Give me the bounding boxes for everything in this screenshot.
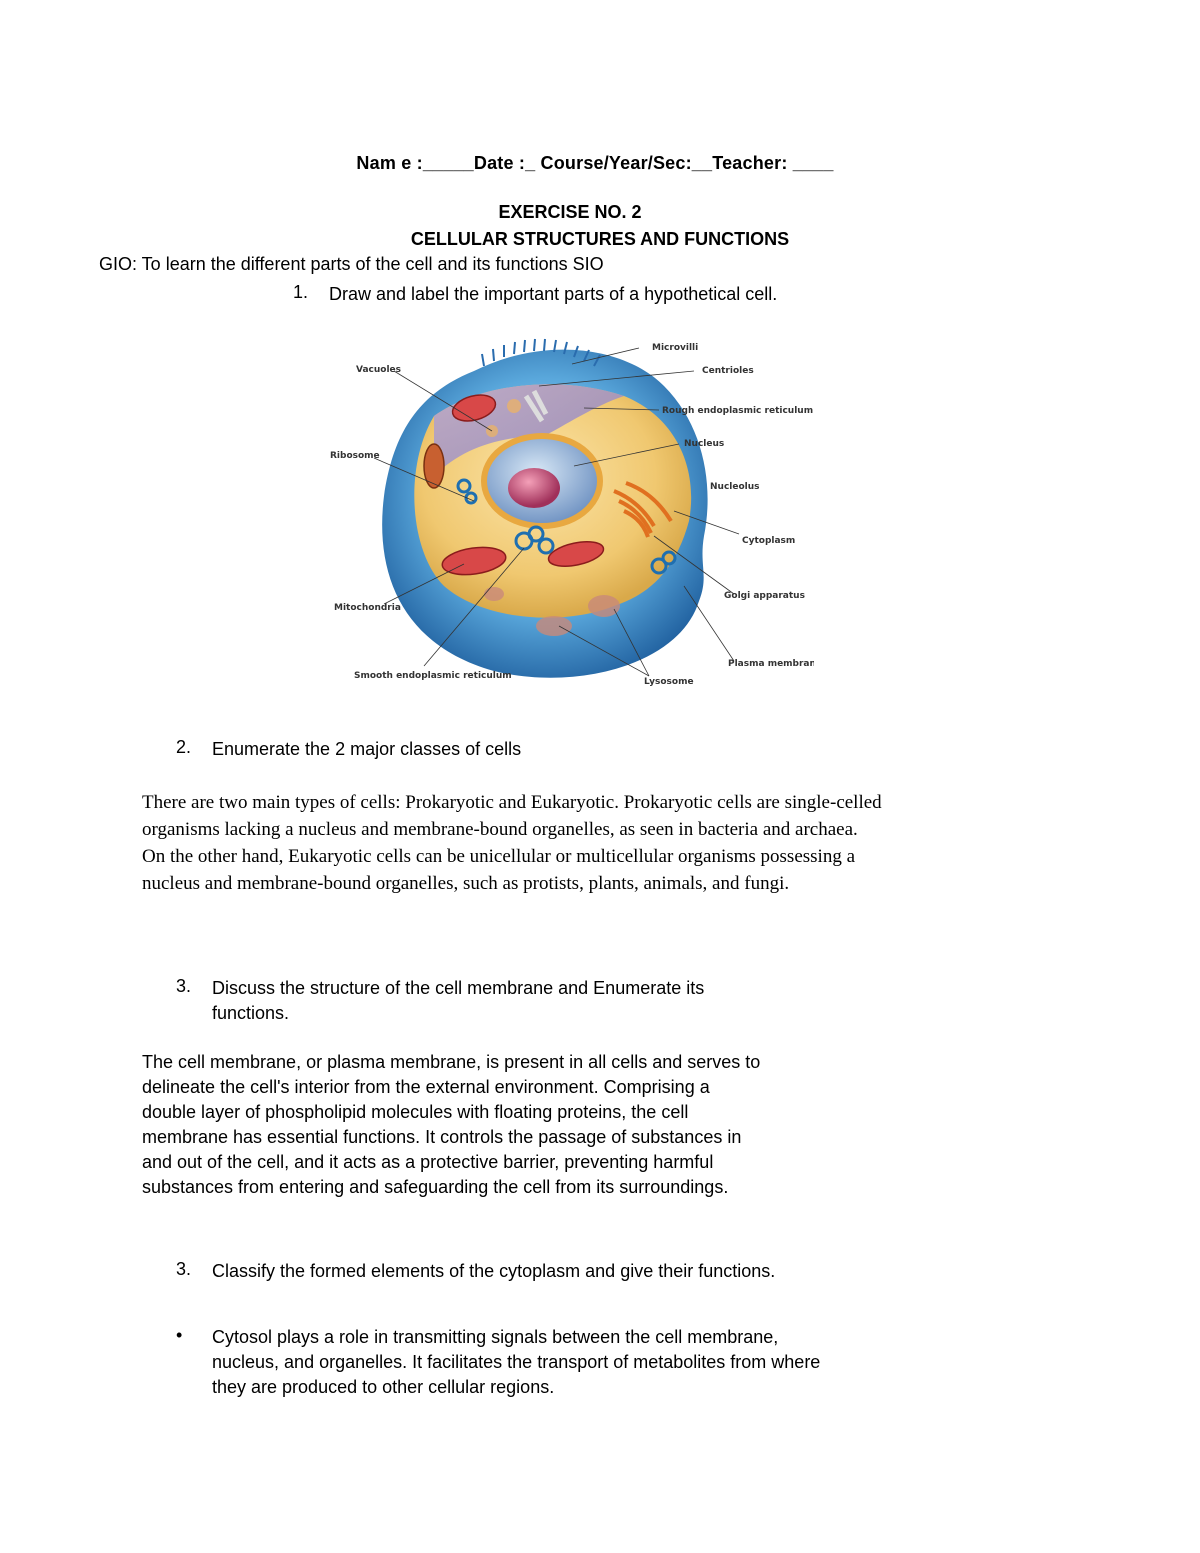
question-number: 3. — [176, 976, 192, 996]
cell-diagram — [314, 326, 814, 701]
question-text: Draw and label the important parts of a hypothetical cell. — [329, 284, 778, 304]
answer-cytoplasm-elements — [0, 1325, 1200, 1405]
answer-line: and out of the cell, and it acts as a protective barrier, preventing harmful — [142, 1152, 714, 1172]
nucleolus-shape — [508, 468, 560, 508]
answer-cell-membrane — [142, 1050, 942, 1200]
header-fields: Nam e :_____Date :_ Course/Year/Sec:__Teacher: ____ — [356, 153, 834, 173]
bullet-point: • — [176, 1325, 183, 1345]
label-smooth-er: Smooth endoplasmic reticulum — [354, 671, 512, 681]
label-golgi: Golgi apparatus — [724, 591, 805, 601]
label-nucleolus: Nucleolus — [710, 482, 760, 492]
label-plasma-membrane: Plasma membrane — [728, 659, 814, 669]
question-text-line-2: functions. — [212, 1003, 290, 1023]
question-3 — [0, 976, 1200, 1028]
answer-cell-classes — [142, 789, 1082, 897]
label-cytoplasm: Cytoplasm — [742, 536, 796, 546]
question-4 — [0, 1259, 1200, 1285]
question-number: 3. — [176, 1259, 192, 1279]
answer-line: nucleus, and organelles. It facilitates the transport of metabolites from where — [212, 1352, 821, 1372]
answer-line: substances from entering and safeguarding the cell from its surroundings. — [142, 1177, 729, 1197]
exercise-number: EXERCISE NO. 2 — [498, 202, 642, 222]
label-mitochondria: Mitochondria — [334, 603, 401, 613]
label-ribosome: Ribosome — [330, 451, 380, 461]
bullet-text — [212, 1325, 820, 1400]
gio-statement: GIO: To learn the different parts of the cell and its functions SIO — [99, 254, 604, 274]
answer-line: There are two main types of cells: Prokaryotic and Eukaryotic. Prokaryotic cells are single-celled — [142, 792, 882, 813]
label-lysosome: Lysosome — [644, 677, 694, 687]
answer-line: nucleus and membrane-bound organelles, such as protists, plants, animals, and fungi. — [142, 873, 790, 894]
exercise-title: CELLULAR STRUCTURES AND FUNCTIONS — [410, 229, 790, 249]
answer-line: Cytosol plays a role in transmitting signals between the cell membrane, — [212, 1327, 779, 1347]
answer-line: delineate the cell's interior from the external environment. Comprising a — [142, 1077, 710, 1097]
answer-line: The cell membrane, or plasma membrane, is present in all cells and serves to — [142, 1052, 761, 1072]
label-microvilli: Microvilli — [652, 343, 699, 353]
label-centrioles: Centrioles — [702, 366, 754, 376]
answer-line: membrane has essential functions. It controls the passage of substances in — [142, 1127, 742, 1147]
label-vacuoles: Vacuoles — [356, 365, 402, 375]
question-text-line-1: Discuss the structure of the cell membrane and Enumerate its — [212, 978, 705, 998]
answer-line: On the other hand, Eukaryotic cells can be unicellular or multicellular organisms possessing a — [142, 846, 856, 867]
question-text: Classify the formed elements of the cytoplasm and give their functions. — [212, 1261, 776, 1281]
answer-line: organisms lacking a nucleus and membrane-bound organelles, as seen in bacteria and archaea. — [142, 819, 858, 840]
question-2 — [0, 737, 1200, 763]
answer-line: double layer of phospholipid molecules with floating proteins, the cell — [142, 1102, 689, 1122]
question-1 — [0, 282, 1200, 308]
label-nucleus: Nucleus — [684, 439, 725, 449]
question-number: 1. — [293, 282, 309, 302]
question-number: 2. — [176, 737, 192, 757]
label-rough-er: Rough endoplasmic reticulum — [662, 406, 814, 416]
question-text: Enumerate the 2 major classes of cells — [212, 739, 522, 759]
animal-cell-illustration — [314, 326, 814, 701]
answer-line: they are produced to other cellular regions. — [212, 1377, 555, 1397]
